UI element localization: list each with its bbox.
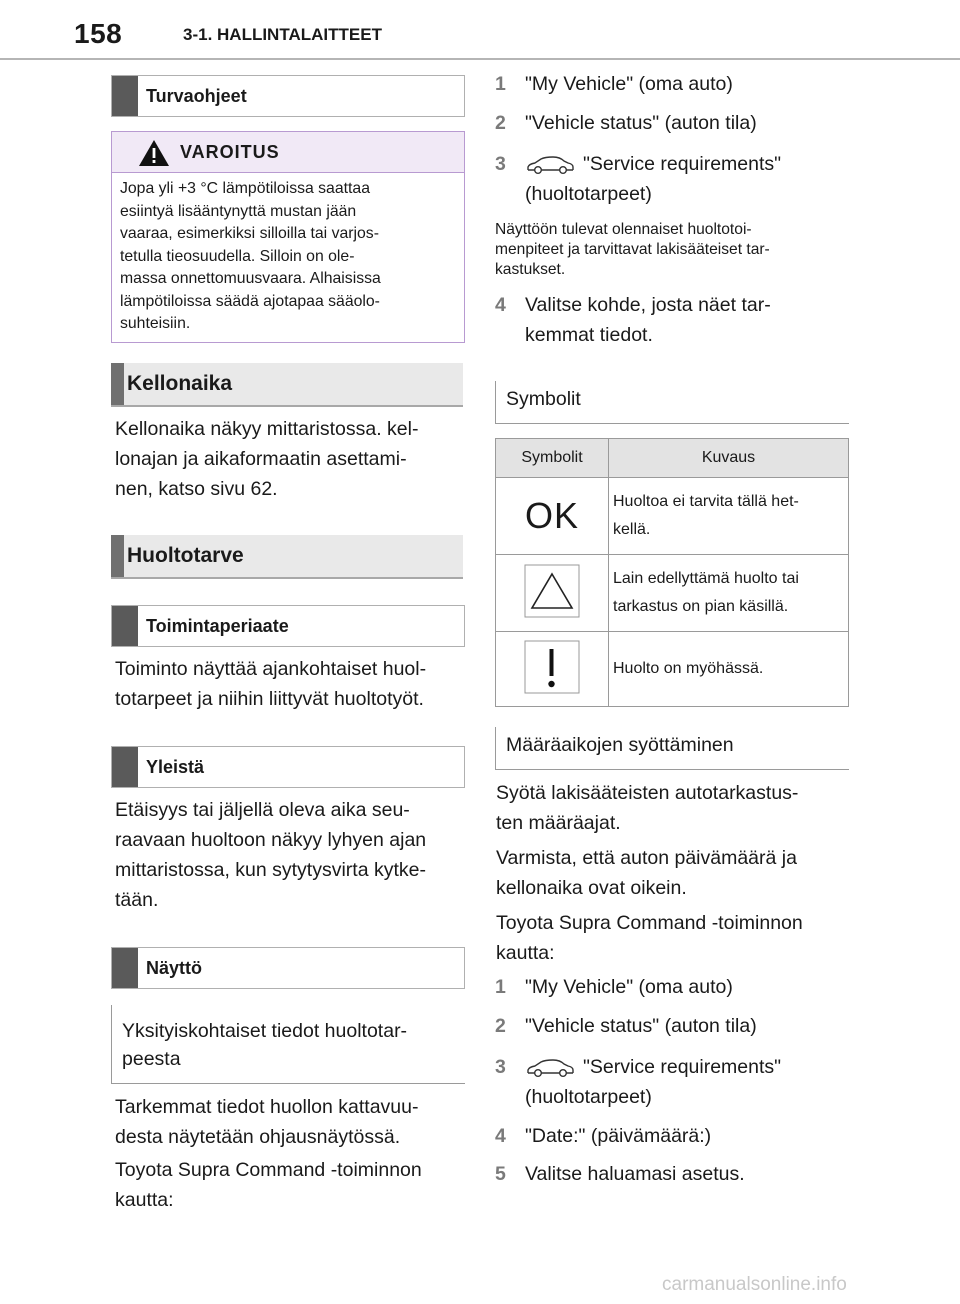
step-text: Valitse kohde, josta näet tar- — [525, 294, 771, 316]
chapter-title: 3-1. HALLINTALAITTEET — [183, 25, 382, 44]
step-number: 4 — [495, 1125, 506, 1147]
exclamation-symbol-icon — [524, 640, 580, 694]
warning-text — [120, 178, 450, 336]
text-line: Toyota Supra Command -toiminnon — [115, 1159, 422, 1181]
page-number: 158 — [74, 18, 123, 49]
table-row — [496, 478, 849, 555]
text-line: Kellonaika näkyy mittaristossa. kel- — [115, 418, 419, 440]
warning-line: suhteisiin. — [120, 315, 191, 332]
step-text: "Vehicle status" (auton tila) — [525, 1015, 757, 1037]
step-text: kemmat tiedot. — [525, 324, 653, 346]
step-item — [495, 972, 855, 1002]
step-item — [495, 1159, 855, 1189]
section-title: Kellonaika — [127, 372, 233, 395]
warning-line: tetulla tieosuudella. Silloin on ole- — [120, 247, 355, 265]
step-number: 3 — [495, 153, 506, 175]
step-text-block — [525, 290, 845, 350]
text-line: Huoltoa ei tarvita tällä het- — [613, 493, 799, 510]
step-number: 5 — [495, 1163, 506, 1185]
symbols-table — [495, 438, 849, 707]
section-bar — [111, 363, 124, 405]
warning-line: lämpötiloissa säädä ajotapaa sääolo- — [120, 292, 380, 310]
watermark: carmanualsonline.info — [662, 1274, 847, 1295]
step-line — [525, 1052, 845, 1082]
car-icon — [525, 1059, 575, 1079]
text-line: Tarkemmat tiedot huollon kattavuu- — [115, 1096, 419, 1118]
warning-line: vaaraa, esimerkiksi silloilla tai varjos- — [120, 225, 379, 242]
subheading-text: Määräaikojen syöttäminen — [506, 734, 734, 756]
section-huoltotarve — [111, 535, 463, 579]
varmista-paragraph — [496, 843, 856, 903]
description-cell — [609, 632, 849, 707]
toyota-command-paragraph — [496, 908, 856, 968]
section-bar — [111, 535, 124, 577]
step-item — [495, 290, 855, 352]
note-paragraph — [495, 220, 855, 280]
step-text: "Vehicle status" (auton tila) — [525, 112, 757, 134]
warning-header — [112, 132, 464, 173]
text-line: nen, katso sivu 62. — [115, 478, 278, 500]
warning-box — [111, 131, 465, 343]
text-line: raavaan huoltoon näkyy lyhyen ajan — [115, 829, 427, 851]
heading-yleista — [111, 746, 465, 788]
step-text-block — [525, 149, 845, 209]
step-item — [495, 1011, 855, 1041]
heading-bar — [112, 747, 138, 787]
text-line: Huolto on myöhässä. — [613, 660, 764, 677]
table-row — [496, 632, 849, 707]
car-icon — [525, 156, 575, 176]
step-text: "My Vehicle" (oma auto) — [525, 73, 733, 95]
text-line: kastukset. — [495, 261, 566, 278]
step-number: 1 — [495, 976, 506, 998]
step-text-block — [525, 1052, 845, 1112]
text-line: Lain edellyttämä huolto tai — [613, 570, 799, 587]
heading-bar — [112, 76, 138, 116]
text-line: Syötä lakisääteisten autotarkastus- — [496, 782, 799, 804]
table-header-row — [496, 439, 849, 478]
warning-label: VAROITUS — [180, 142, 280, 162]
header-rule — [0, 58, 960, 60]
step-number: 1 — [495, 73, 506, 95]
step-item — [495, 1052, 855, 1114]
text-line: totarpeet ja niihin liittyvät huoltotyöt. — [115, 688, 424, 710]
table-header: Symbolit — [496, 439, 609, 478]
heading-text: Yleistä — [146, 757, 205, 777]
step-number: 2 — [495, 1015, 506, 1037]
text-line: kautta: — [496, 942, 555, 964]
description-cell — [609, 478, 849, 555]
step-number: 3 — [495, 1056, 506, 1078]
text-line: mittaristossa, kun sytytysvirta kytke- — [115, 859, 426, 881]
step-text: (huoltotarpeet) — [525, 183, 652, 205]
section-kellonaika — [111, 363, 463, 407]
heading-toimintaperiaate — [111, 605, 465, 647]
ok-symbol: OK — [524, 495, 579, 536]
step-text: "Service requirements" — [583, 153, 782, 175]
subheading-text — [122, 1017, 462, 1073]
warning-line: Jopa yli +3 °C lämpötiloissa saattaa — [120, 180, 370, 197]
table-row — [496, 555, 849, 632]
text-line: desta näytetään ohjausnäytössä. — [115, 1126, 401, 1148]
tarkemmat-paragraph — [115, 1092, 465, 1152]
warning-line: esiintyä lisääntynyttä mustan jään — [120, 202, 357, 220]
step-item — [495, 1121, 855, 1151]
triangle-symbol-icon — [524, 564, 580, 618]
step-number: 4 — [495, 294, 506, 316]
toyota-command-paragraph — [115, 1155, 465, 1215]
text-line: Toyota Supra Command -toiminnon — [496, 912, 803, 934]
subheading-maaraaika — [495, 727, 849, 770]
text-line: tään. — [115, 889, 159, 911]
warning-line: massa onnettomuusvaara. Alhaisissa — [120, 270, 381, 287]
subheading-symbolit — [495, 381, 849, 424]
step-text: "Date:" (päivämäärä:) — [525, 1125, 712, 1147]
step-item — [495, 149, 855, 211]
table-header: Kuvaus — [609, 439, 849, 478]
step-line — [525, 149, 845, 179]
symbol-cell — [496, 478, 609, 555]
step-item — [495, 69, 855, 99]
step-text: Valitse haluamasi asetus. — [525, 1163, 745, 1185]
text-line: tarkastus on pian käsillä. — [613, 598, 789, 615]
text-line: lonajan ja aikaformaatin asettami- — [115, 448, 407, 470]
syota-paragraph — [496, 778, 856, 838]
text-line: kautta: — [115, 1189, 174, 1211]
heading-bar — [112, 606, 138, 646]
toiminto-paragraph — [115, 654, 465, 714]
step-text: "My Vehicle" (oma auto) — [525, 976, 733, 998]
text-line: Näyttöön tulevat olennaiset huoltotoi- — [495, 221, 752, 238]
kellonaika-paragraph — [115, 414, 465, 504]
symbol-cell — [496, 632, 609, 707]
subheading-text: Symbolit — [506, 388, 581, 410]
step-number: 2 — [495, 112, 506, 134]
warning-triangle-icon — [138, 139, 170, 167]
step-text: "Service requirements" — [583, 1056, 782, 1078]
description-cell — [609, 555, 849, 632]
subheading-yksityiskohtaiset — [111, 1005, 465, 1084]
text-line: peesta — [122, 1048, 181, 1070]
step-item — [495, 108, 855, 138]
step-text: (huoltotarpeet) — [525, 1086, 652, 1108]
yleista-paragraph — [115, 795, 465, 915]
section-title: Huoltotarve — [127, 544, 244, 567]
text-line: menpiteet ja tarvittavat lakisääteiset tar- — [495, 241, 770, 258]
symbol-cell — [496, 555, 609, 632]
heading-text: Näyttö — [146, 958, 203, 978]
heading-text: Turvaohjeet — [146, 86, 247, 106]
heading-turvaohjeet — [111, 75, 465, 117]
heading-naytto — [111, 947, 465, 989]
text-line: ten määräajat. — [496, 812, 621, 834]
text-line: kellonaika ovat oikein. — [496, 877, 687, 899]
text-line: Varmista, että auton päivämäärä ja — [496, 847, 797, 869]
text-line: Etäisyys tai jäljellä oleva aika seu- — [115, 799, 410, 821]
text-line: Toiminto näyttää ajankohtaiset huol- — [115, 658, 427, 680]
text-line: kellä. — [613, 521, 651, 538]
heading-text: Toimintaperiaate — [146, 616, 289, 636]
heading-bar — [112, 948, 138, 988]
text-line: Yksityiskohtaiset tiedot huoltotar- — [122, 1020, 408, 1042]
